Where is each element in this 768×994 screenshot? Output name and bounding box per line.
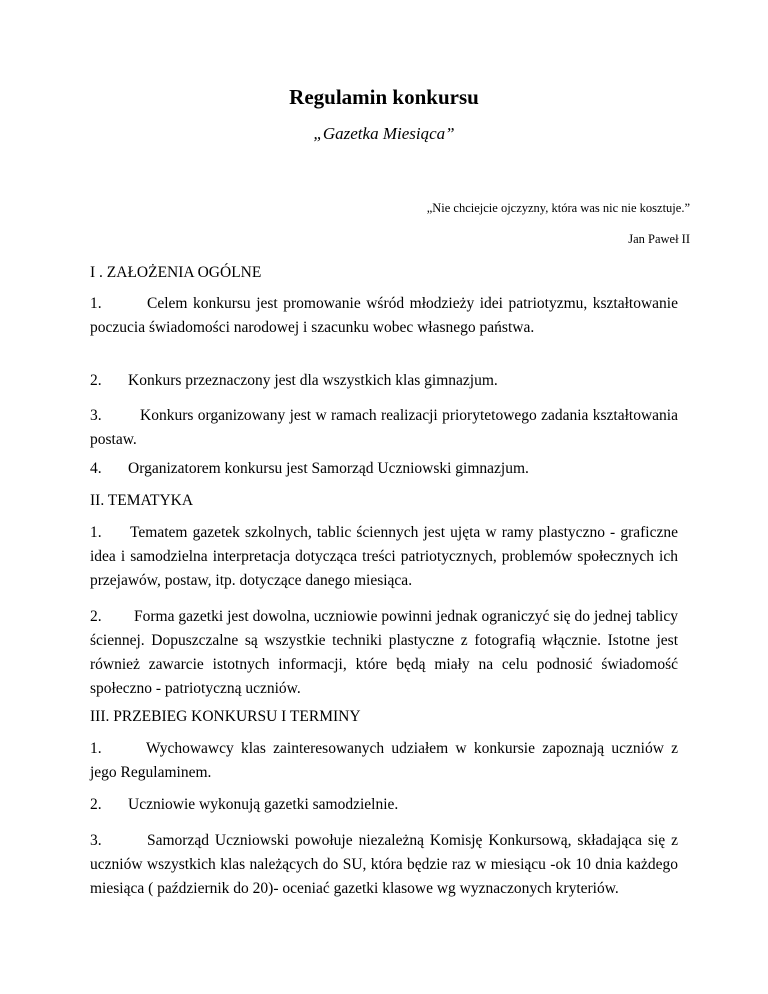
item-text: Uczniowie wykonują gazetki samodzielnie. bbox=[128, 796, 399, 813]
epigraph-author: Jan Paweł II bbox=[628, 232, 690, 246]
list-item bbox=[90, 737, 678, 785]
item-text: Konkurs przeznaczony jest dla wszystkich klas gimnazjum. bbox=[128, 372, 498, 389]
item-number: 3. bbox=[90, 832, 102, 849]
list-item bbox=[90, 521, 678, 593]
item-text: Tematem gazetek szkolnych, tablic ściennych jest ujęta w ramy plastyczno - graficzne idea i samodzielna interpretacja dotycząca treści patriotycznych, problemów społecznych ich przejawów, postaw, itp. dotyczące danego miesiąca. bbox=[90, 524, 678, 589]
list-item bbox=[90, 404, 678, 452]
item-text: Konkurs organizowany jest w ramach realizacji priorytetowego zadania kształtowania postaw. bbox=[90, 407, 678, 448]
section-heading-topics: II. TEMATYKA bbox=[90, 492, 194, 509]
item-text: Celem konkursu jest promowanie wśród młodzieży idei patriotyzmu, kształtowanie poczucia świadomości narodowej i szacunku wobec własnego państwa. bbox=[90, 295, 678, 336]
item-text: Forma gazetki jest dowolna, uczniowie powinni jednak ograniczyć się do jednej tablicy ściennej. Dopuszczalne są wszystkie techniki plastyczne z fotografią włącznie. Istotne jest również zawarcie istotnych informacji, które będą miały na celu podnosić świadomość społeczno - patriotyczną uczniów. bbox=[90, 608, 678, 697]
list-item bbox=[90, 369, 678, 393]
document-title: Regulamin konkursu bbox=[289, 85, 479, 109]
list-item bbox=[90, 457, 678, 481]
item-number: 1. bbox=[90, 295, 102, 312]
list-item bbox=[90, 292, 678, 340]
item-number: 2. bbox=[90, 372, 102, 389]
item-number: 1. bbox=[90, 740, 102, 757]
item-text: Wychowawcy klas zainteresowanych udziałem w konkursie zapoznają uczniów z jego Regulaminem. bbox=[90, 740, 678, 781]
item-number: 4. bbox=[90, 460, 102, 477]
list-item bbox=[90, 605, 678, 701]
item-text: Organizatorem konkursu jest Samorząd Uczniowski gimnazjum. bbox=[128, 460, 529, 477]
list-item bbox=[90, 829, 678, 901]
item-text: Samorząd Uczniowski powołuje niezależną Komisję Konkursową, składająca się z uczniów wszystkich klas należących do SU, która będzie raz w miesiącu -ok 10 dnia każdego miesiąca ( październik do 20)- oceniać gazetki klasowe wg wyznaczonych kryteriów. bbox=[90, 832, 678, 897]
document-subtitle: „Gazetka Miesiąca” bbox=[313, 124, 455, 143]
item-number: 1. bbox=[90, 524, 102, 541]
item-number: 2. bbox=[90, 608, 102, 625]
epigraph-quote: „Nie chciejcie ojczyzny, która was nic nie kosztuje.” bbox=[426, 201, 690, 215]
item-number: 3. bbox=[90, 407, 102, 424]
list-item bbox=[90, 793, 678, 817]
item-number: 2. bbox=[90, 796, 102, 813]
section-heading-procedure: III. PRZEBIEG KONKURSU I TERMINY bbox=[90, 708, 361, 725]
section-heading-general: I . ZAŁOŻENIA OGÓLNE bbox=[90, 264, 262, 281]
